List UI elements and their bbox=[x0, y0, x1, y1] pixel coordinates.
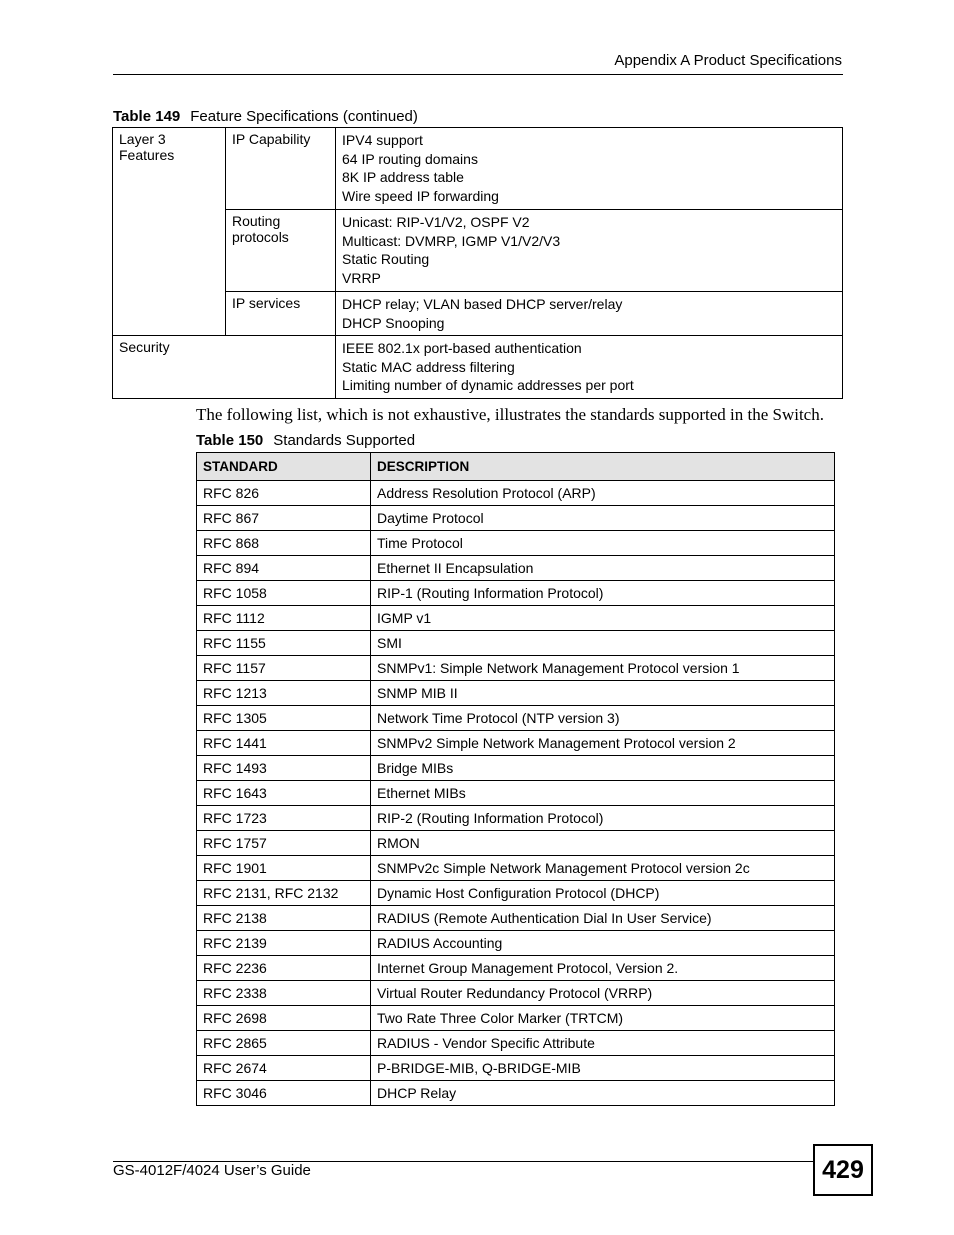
standard-cell: RFC 1441 bbox=[197, 731, 371, 756]
header-rule bbox=[113, 74, 843, 75]
standard-cell: RFC 1058 bbox=[197, 581, 371, 606]
description-cell: RIP-2 (Routing Information Protocol) bbox=[371, 806, 835, 831]
table-149-caption bbox=[113, 108, 418, 125]
standard-cell: RFC 2698 bbox=[197, 1006, 371, 1031]
description-cell: RIP-1 (Routing Information Protocol) bbox=[371, 581, 835, 606]
standard-cell: RFC 1213 bbox=[197, 681, 371, 706]
feature-name-cell: IP Capability bbox=[226, 128, 336, 210]
description-cell: DHCP Relay bbox=[371, 1081, 835, 1106]
table-row bbox=[197, 931, 835, 956]
detail-line: VRRP bbox=[342, 269, 381, 286]
table-150-caption bbox=[196, 432, 415, 449]
standard-cell: RFC 1493 bbox=[197, 756, 371, 781]
description-cell: RADIUS (Remote Authentication Dial In User Service) bbox=[371, 906, 835, 931]
description-cell: Bridge MIBs bbox=[371, 756, 835, 781]
table-row bbox=[197, 806, 835, 831]
description-cell: Network Time Protocol (NTP version 3) bbox=[371, 706, 835, 731]
detail-line: Unicast: RIP-V1/V2, OSPF V2 bbox=[342, 214, 530, 230]
table-row bbox=[197, 481, 835, 506]
description-cell: Ethernet MIBs bbox=[371, 781, 835, 806]
standard-cell: RFC 1157 bbox=[197, 656, 371, 681]
description-cell: SNMPv2 Simple Network Management Protocol version 2 bbox=[371, 731, 835, 756]
detail-line: DHCP Snooping bbox=[342, 314, 445, 331]
standard-cell: RFC 1112 bbox=[197, 606, 371, 631]
standard-cell: RFC 2865 bbox=[197, 1031, 371, 1056]
detail-line: Static Routing bbox=[342, 251, 430, 267]
table-row bbox=[197, 1031, 835, 1056]
table-row bbox=[197, 506, 835, 531]
feature-detail-cell bbox=[336, 210, 843, 292]
guide-title: GS-4012F/4024 User’s Guide bbox=[113, 1162, 311, 1179]
table-row bbox=[197, 681, 835, 706]
description-cell: Address Resolution Protocol (ARP) bbox=[371, 481, 835, 506]
table-row bbox=[197, 706, 835, 731]
feature-specifications-table bbox=[112, 127, 843, 399]
table-row bbox=[197, 756, 835, 781]
standard-cell: RFC 826 bbox=[197, 481, 371, 506]
standard-cell: RFC 2139 bbox=[197, 931, 371, 956]
standard-cell: RFC 3046 bbox=[197, 1081, 371, 1106]
security-detail-cell bbox=[336, 336, 843, 399]
description-cell: Ethernet II Encapsulation bbox=[371, 556, 835, 581]
security-label-cell: Security bbox=[113, 336, 336, 399]
detail-line: DHCP relay; VLAN based DHCP server/relay bbox=[342, 296, 623, 312]
table-row bbox=[197, 1006, 835, 1031]
description-cell: Dynamic Host Configuration Protocol (DHCP) bbox=[371, 881, 835, 906]
table-149-label: Table 149 bbox=[113, 108, 181, 125]
table-row bbox=[197, 731, 835, 756]
standards-table bbox=[196, 452, 835, 1106]
standard-cell: RFC 2338 bbox=[197, 981, 371, 1006]
table-149-title: Feature Specifications (continued) bbox=[190, 108, 418, 125]
standard-cell: RFC 1643 bbox=[197, 781, 371, 806]
detail-line: Wire speed IP forwarding bbox=[342, 187, 499, 204]
standard-cell: RFC 2236 bbox=[197, 956, 371, 981]
description-cell: Virtual Router Redundancy Protocol (VRRP) bbox=[371, 981, 835, 1006]
table-150-title: Standards Supported bbox=[273, 432, 416, 449]
table-row bbox=[197, 1081, 835, 1106]
standard-cell: RFC 2674 bbox=[197, 1056, 371, 1081]
description-cell: Daytime Protocol bbox=[371, 506, 835, 531]
feature-name-cell: IP services bbox=[226, 292, 336, 336]
standard-cell: RFC 1305 bbox=[197, 706, 371, 731]
running-header: Appendix A Product Specifications bbox=[614, 52, 842, 69]
description-cell: SMI bbox=[371, 631, 835, 656]
standard-cell: RFC 1757 bbox=[197, 831, 371, 856]
description-cell: RMON bbox=[371, 831, 835, 856]
feature-name-cell: Routing protocols bbox=[226, 210, 336, 292]
detail-line: 8K IP address table bbox=[342, 169, 464, 185]
table-row bbox=[197, 981, 835, 1006]
detail-line: 64 IP routing domains bbox=[342, 150, 478, 167]
intro-paragraph: The following list, which is not exhaustive, illustrates the standards supported in the Switch. bbox=[196, 405, 824, 424]
table-row bbox=[197, 906, 835, 931]
table-row bbox=[197, 556, 835, 581]
table-row bbox=[197, 831, 835, 856]
layer3-features-cell: Layer 3 Features bbox=[113, 128, 226, 336]
standard-cell: RFC 1901 bbox=[197, 856, 371, 881]
table-row bbox=[197, 856, 835, 881]
detail-line: Static MAC address filtering bbox=[342, 358, 515, 375]
description-cell: Internet Group Management Protocol, Version 2. bbox=[371, 956, 835, 981]
description-cell: SNMPv1: Simple Network Management Protocol version 1 bbox=[371, 656, 835, 681]
description-cell: RADIUS - Vendor Specific Attribute bbox=[371, 1031, 835, 1056]
standard-cell: RFC 867 bbox=[197, 506, 371, 531]
standard-cell: RFC 2138 bbox=[197, 906, 371, 931]
table-row bbox=[197, 881, 835, 906]
column-header-standard: STANDARD bbox=[197, 453, 371, 481]
table-150-label: Table 150 bbox=[196, 432, 264, 449]
description-cell: Two Rate Three Color Marker (TRTCM) bbox=[371, 1006, 835, 1031]
description-cell: IGMP v1 bbox=[371, 606, 835, 631]
feature-detail-cell bbox=[336, 292, 843, 336]
standard-cell: RFC 894 bbox=[197, 556, 371, 581]
description-cell: RADIUS Accounting bbox=[371, 931, 835, 956]
description-cell: Time Protocol bbox=[371, 531, 835, 556]
detail-line: IPV4 support bbox=[342, 132, 423, 148]
table-row bbox=[197, 956, 835, 981]
page-number: 429 bbox=[813, 1144, 873, 1196]
standard-cell: RFC 1155 bbox=[197, 631, 371, 656]
description-cell: P-BRIDGE-MIB, Q-BRIDGE-MIB bbox=[371, 1056, 835, 1081]
feature-detail-cell bbox=[336, 128, 843, 210]
description-cell: SNMPv2c Simple Network Management Protocol version 2c bbox=[371, 856, 835, 881]
table-row bbox=[197, 581, 835, 606]
detail-line: IEEE 802.1x port-based authentication bbox=[342, 340, 582, 356]
description-cell: SNMP MIB II bbox=[371, 681, 835, 706]
detail-line: Limiting number of dynamic addresses per port bbox=[342, 377, 634, 393]
table-row bbox=[197, 606, 835, 631]
table-row bbox=[197, 531, 835, 556]
table-row bbox=[197, 781, 835, 806]
table-row bbox=[197, 656, 835, 681]
table-row bbox=[197, 1056, 835, 1081]
table-row bbox=[197, 631, 835, 656]
column-header-description: DESCRIPTION bbox=[371, 453, 835, 481]
standard-cell: RFC 868 bbox=[197, 531, 371, 556]
standard-cell: RFC 2131, RFC 2132 bbox=[197, 881, 371, 906]
standard-cell: RFC 1723 bbox=[197, 806, 371, 831]
detail-line: Multicast: DVMRP, IGMP V1/V2/V3 bbox=[342, 232, 561, 249]
